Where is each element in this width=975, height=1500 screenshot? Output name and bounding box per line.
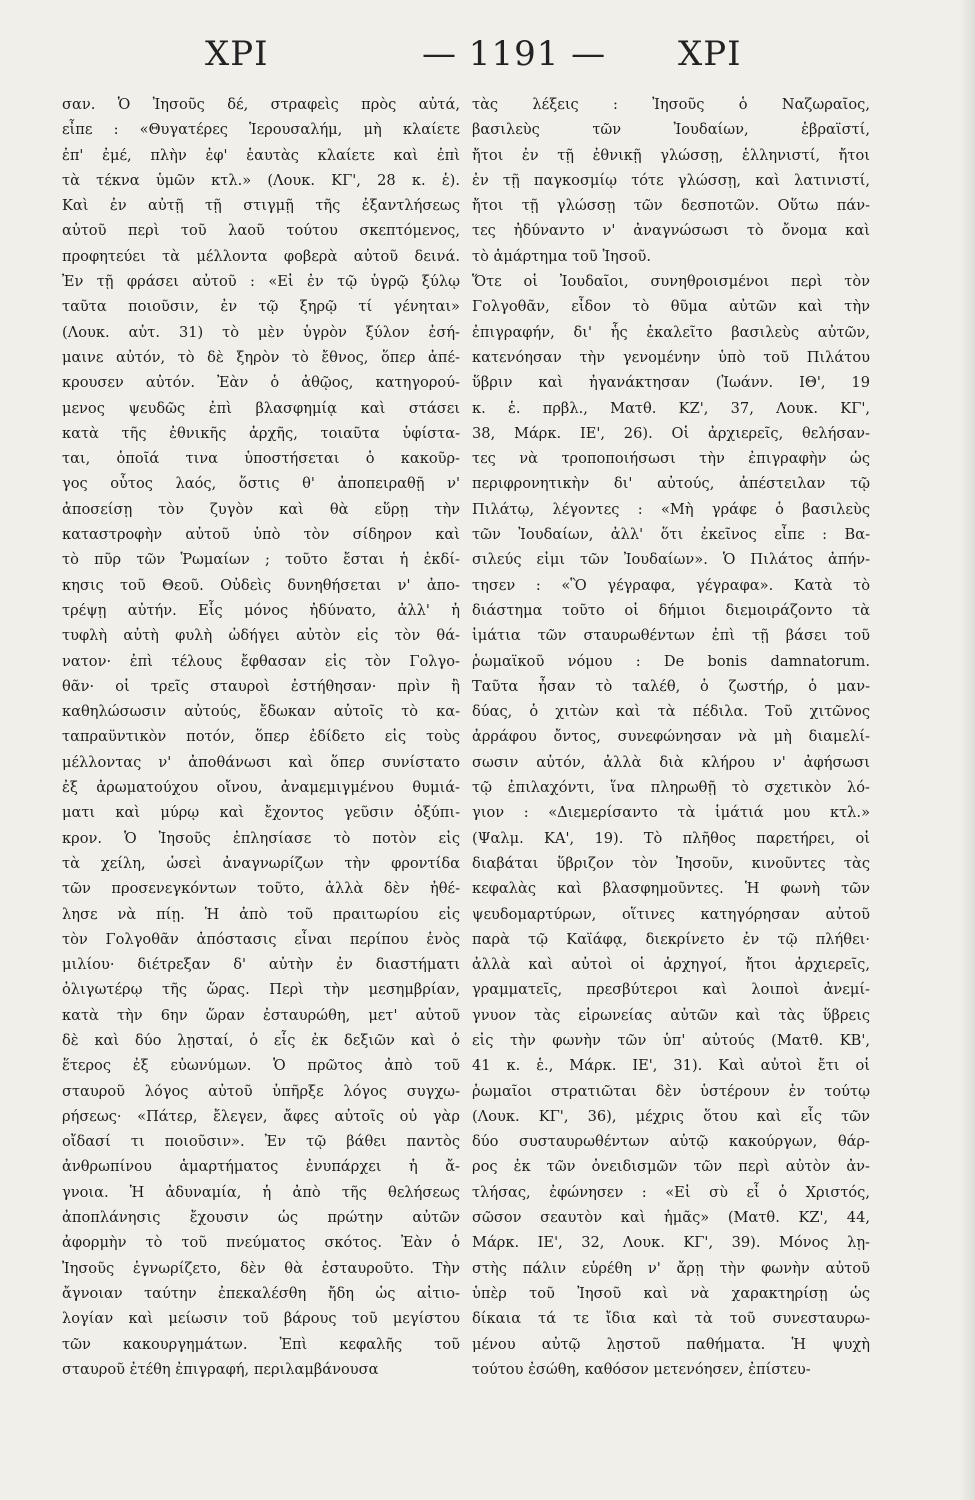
text-line: τῶν προσενεγκόντων τοῦτο, ἀλλὰ δὲν ἠθέ- xyxy=(62,880,460,898)
text-line: ὀλιγωτέρῳ τῆς ὥρας. Περὶ τὴν μεσημβρίαν, xyxy=(62,981,460,999)
text-line: ἀρράφου ὄντος, συνεφώνησαν νὰ μὴ διαμελί- xyxy=(472,728,870,746)
text-line: γνοια. Ἡ ἀδυναμία, ἡ ἀπὸ τῆς θελήσεως xyxy=(62,1183,460,1201)
text-line: κατενόησαν τὴν γενομένην ὑπὸ τοῦ Πιλάτου xyxy=(472,348,870,366)
text-line: τρέψῃ αὐτήν. Εἷς μόνος ἠδύνατο, ἀλλ' ἡ xyxy=(62,601,460,619)
text-line: μενος ψευδῶς ἐπὶ βλασφημίᾳ καὶ στάσει xyxy=(62,399,460,417)
text-line: τὰ χείλη, ὡσεὶ ἀναγνωρίζων τὴν φροντίδα xyxy=(62,854,460,872)
text-line: τες ἠδύναντο ν' ἀναγνώσωσι τὸ ὄνομα καὶ xyxy=(472,222,870,240)
text-line: αὐτοῦ περὶ τοῦ λαοῦ τούτου σκεπτόμενος, xyxy=(62,222,460,240)
text-line: κρουσεν αὐτόν. Ἐὰν ὁ ἀθῷος, κατηγορού- xyxy=(62,374,460,392)
text-line: δύο συσταυρωθέντων αὐτῷ κακούργων, θάρ- xyxy=(472,1133,870,1151)
text-line: 38, Μάρκ. ΙΕ', 26). Οἱ ἀρχιερεῖς, θελήσαν- xyxy=(472,424,870,442)
text-line: ἐπιγραφήν, δι' ἧς ἐκαλεῖτο βασιλεὺς αὐτῶν, xyxy=(472,323,870,341)
text-line: ἐν τῇ παγκοσμίῳ τότε γλώσσῃ, καὶ λατινιστί, xyxy=(472,171,870,189)
text-line: θᾶν· οἱ τρεῖς σταυροὶ ἐστήθησαν· πρὶν ἢ xyxy=(62,677,460,695)
text-line: καθηλώσωσιν αὐτούς, ἔδωκαν αὐτοῖς τὸ κα- xyxy=(62,703,460,721)
header-left-keyword: ΧΡΙ xyxy=(205,34,269,74)
text-line: μαινε αὐτόν, τὸ δὲ ξηρὸν τὸ ἔθνος, ὅπερ ἀπέ- xyxy=(62,348,460,366)
text-line: τησεν : «Ὃ γέγραφα, γέγραφα». Κατὰ τὸ xyxy=(472,576,870,594)
text-line: τούτου ἐσώθη, καθόσον μετενόησεν, ἐπίστευ- xyxy=(472,1360,811,1378)
text-line: καταστροφὴν αὐτοῦ ὑπὸ τὸν σίδηρον καὶ xyxy=(62,526,460,544)
text-line: παρὰ τῷ Καϊάφᾳ, διεκρίνετο ἐν τῷ πλήθει· xyxy=(472,930,870,948)
text-line: τῷ ἐπιλαχόντι, ἵνα πληρωθῇ τὸ σχετικὸν λό- xyxy=(472,779,870,797)
text-line: τες νὰ τροποποιήσωσι τὴν ἐπιγραφὴν ὡς xyxy=(472,450,870,468)
text-line: Γολγοθᾶν, εἶδον τὸ θῦμα αὐτῶν καὶ τὴν xyxy=(472,298,870,316)
text-line: δίκαια τά τε ἴδια καὶ τὰ τοῦ συνεσταυρω- xyxy=(472,1310,870,1328)
text-line: ἀποσείσῃ τὸν ζυγὸν καὶ θὰ εὕρῃ τὴν xyxy=(62,500,460,518)
header-right-keyword: ΧΡΙ xyxy=(678,34,742,74)
text-line: ῥωμαϊκοῦ νόμου : De bonis damnatorum. xyxy=(472,652,870,670)
text-line: γνυον τὰς εἰρωνείας αὐτῶν καὶ τὰς ὕβρεις xyxy=(472,1006,870,1024)
text-line: ματι καὶ μύρῳ καὶ ἔχοντος γεῦσιν ὀξύπι- xyxy=(62,804,460,822)
text-line: Ταῦτα ἦσαν τὸ ταλέθ, ὁ ζωστήρ, ὁ μαν- xyxy=(472,677,870,695)
page-header xyxy=(0,28,975,88)
text-line: (Λουκ. αὐτ. 31) τὸ μὲν ὑγρὸν ξύλον ἐσή- xyxy=(62,323,460,341)
text-line: γος οὗτος λαός, ὅστις θ' ἀποπειραθῇ ν' xyxy=(62,475,460,493)
text-line: περιφρονητικὴν δι' αὐτούς, ἀπέστειλαν τῷ xyxy=(472,475,870,493)
text-line: ταπραϋντικὸν ποτόν, ὅπερ ἐδίδετο εἰς τοὺς xyxy=(62,728,460,746)
text-line: (Ψαλμ. ΚΑ', 19). Τὸ πλῆθος παρετήρει, οἱ xyxy=(472,829,870,847)
text-line: ἀνθρωπίνου ἁμαρτήματος ἐνυπάρχει ἡ ἄ- xyxy=(62,1158,460,1176)
text-line: ταῦτα ποιοῦσιν, ἐν τῷ ξηρῷ τί γένηται» xyxy=(62,298,460,316)
text-line: τὸ πῦρ τῶν Ῥωμαίων ; τοῦτο ἔσται ἡ ἐκδί- xyxy=(62,551,460,569)
text-line: εἰς τὴν φωνὴν τῶν ὑπ' αὐτούς (Ματθ. ΚΒ', xyxy=(472,1031,870,1049)
right-text-column xyxy=(472,92,870,1382)
text-line: κρον. Ὁ Ἰησοῦς ἐπλησίασε τὸ ποτὸν εἰς xyxy=(62,829,460,847)
text-line: τῶν κακουργημάτων. Ἐπὶ κεφαλῆς τοῦ xyxy=(62,1335,460,1353)
text-line: ἱμάτια τῶν σταυρωθέντων ἐπὶ τῇ βάσει τοῦ xyxy=(472,627,870,645)
text-line: Ἐν τῇ φράσει αὐτοῦ : «Εἰ ἐν τῷ ὑγρῷ ξύλῳ xyxy=(62,273,460,291)
text-line: ἄγνοιαν ταύτην ἐπεκαλέσθη ἤδη ὡς αἰτιο- xyxy=(62,1284,460,1302)
text-line: σαν. Ὁ Ἰησοῦς δέ, στραφεὶς πρὸς αὐτά, xyxy=(62,96,460,113)
text-line: ρος ἐκ τῶν ὀνειδισμῶν τῶν περὶ αὐτὸν ἀν- xyxy=(472,1158,870,1176)
text-line: τυφλὴ αὐτὴ φυλὴ ὡδήγει αὐτὸν εἰς τὸν θά- xyxy=(62,627,460,645)
text-line: (Λουκ. ΚΓ', 36), μέχρις ὅτου καὶ εἷς τῶν xyxy=(472,1107,870,1125)
text-line: κ. ἑ. πρβλ., Ματθ. ΚΖ', 37, Λουκ. ΚΓ', xyxy=(472,399,870,417)
text-line: Πιλάτῳ, λέγοντες : «Μὴ γράφε ὁ βασιλεὺς xyxy=(472,500,870,518)
text-line: κατὰ τὴν 6ην ὥραν ἐσταυρώθη, μετ' αὐτοῦ xyxy=(62,1006,460,1024)
text-line: ἀφορμὴν τὸ τοῦ πνεύματος σκότος. Ἐὰν ὁ xyxy=(62,1234,460,1252)
text-line: δύας, ὁ χιτὼν καὶ τὰ πέδιλα. Τοῦ χιτῶνος xyxy=(472,703,870,721)
text-line: λογίαν καὶ μείωσιν τοῦ βάρους τοῦ μεγίστου xyxy=(62,1310,460,1328)
text-line: κησις τοῦ Θεοῦ. Οὐδεὶς δυνηθήσεται ν' ἀπο- xyxy=(62,576,460,594)
text-line: τὰς λέξεις : Ἰησοῦς ὁ Ναζωραῖος, xyxy=(472,96,870,113)
text-line: τλήσας, ἐφώνησεν : «Εἰ σὺ εἶ ὁ Χριστός, xyxy=(472,1183,870,1201)
text-line: ρήσεως· «Πάτερ, ἔλεγεν, ἄφες αὐτοῖς οὐ γὰρ xyxy=(62,1107,460,1125)
left-text-column xyxy=(62,92,460,1382)
text-line: Ὅτε οἱ Ἰουδαῖοι, συνηθροισμένοι περὶ τὸν xyxy=(472,273,870,291)
text-line: δὲ καὶ δύο λῃσταί, ὁ εἷς ἐκ δεξιῶν καὶ ὁ xyxy=(62,1031,460,1049)
text-line: ἤτοι ἐν τῇ ἐθνικῇ γλώσσῃ, ἑλληνιστί, ἤτοι xyxy=(472,146,870,164)
text-line: ται, ὁποῖά τινα ὑποστήσεται ὁ κακοῦρ- xyxy=(62,450,460,468)
page-number: — 1191 — xyxy=(422,34,607,74)
text-line: σῶσον σεαυτὸν καὶ ἡμᾶς» (Ματθ. ΚΖ', 44, xyxy=(472,1209,870,1227)
text-line: κατὰ τῆς ἐθνικῆς ἀρχῆς, τοιαῦτα ὑφίστα- xyxy=(62,424,460,442)
text-line: ὑπὲρ τοῦ Ἰησοῦ καὶ νὰ χαρακτηρίσῃ ὡς xyxy=(472,1284,870,1302)
text-line: οἴδασί τι ποιοῦσιν». Ἐν τῷ βάθει παντὸς xyxy=(62,1133,460,1151)
text-line: γραμματεῖς, πρεσβύτεροι καὶ λοιποὶ ἀνεμί- xyxy=(472,981,870,999)
text-line: τὰ τέκνα ὑμῶν κτλ.» (Λουκ. ΚΓ', 28 κ. ἑ). xyxy=(62,171,460,189)
text-line: διαβάται ὕβριζον τὸν Ἰησοῦν, κινοῦντες τὰς xyxy=(472,854,870,872)
text-line: ἐξ ἀρωματούχου οἴνου, ἀναμεμιγμένου θυμιά- xyxy=(62,779,460,797)
text-line: ἐπ' ἐμέ, πλὴν ἐφ' ἑαυτὰς κλαίετε καὶ ἐπὶ xyxy=(62,146,460,164)
text-line: μένου αὐτῷ λῃστοῦ παθήματα. Ἡ ψυχὴ xyxy=(472,1335,870,1353)
page-edge-shadow xyxy=(960,0,975,1500)
text-line: προφητεύει τὰ μέλλοντα φοβερὰ αὐτοῦ δεινά. xyxy=(62,247,460,265)
text-line: ἤτοι τῇ γλώσσῃ τῶν δεσποτῶν. Οὕτω πάν- xyxy=(472,197,870,215)
text-line: γιον : «Διεμερίσαντο τὰ ἱμάτιά μου κτλ.» xyxy=(472,804,870,822)
text-line: σταυροῦ ἐτέθη ἐπιγραφή, περιλαμβάνουσα xyxy=(62,1360,379,1378)
text-line: εἶπε : «Θυγατέρες Ἱερουσαλήμ, μὴ κλαίετε xyxy=(62,121,460,139)
text-line: Καὶ ἐν αὐτῇ τῇ στιγμῇ τῆς ἐξαντλήσεως xyxy=(62,197,460,215)
text-line: βασιλεὺς τῶν Ἰουδαίων, ἑβραϊστί, xyxy=(472,121,870,139)
text-line: κεφαλὰς καὶ βλασφημοῦντες. Ἡ φωνὴ τῶν xyxy=(472,880,870,898)
text-line: ψευδομαρτύρων, οἵτινες κατηγόρησαν αὐτοῦ xyxy=(472,905,870,923)
text-line: στὴς πάλιν εὑρέθη ν' ἄρῃ τὴν φωνὴν αὐτοῦ xyxy=(472,1259,870,1277)
text-line: λησε νὰ πίῃ. Ἡ ἀπὸ τοῦ πραιτωρίου εἰς xyxy=(62,905,460,923)
text-line: ὕβριν καὶ ἠγανάκτησαν (Ἰωάνν. ΙΘ', 19 xyxy=(472,374,870,392)
text-line: Μάρκ. ΙΕ', 32, Λουκ. ΚΓ', 39). Μόνος λῃ- xyxy=(472,1234,870,1252)
text-line: τῶν Ἰουδαίων, ἀλλ' ὅτι ἐκεῖνος εἶπε : Βα- xyxy=(472,526,870,544)
text-line: ῥωμαῖοι στρατιῶται δὲν ὑστέρουν ἐν τούτῳ xyxy=(472,1082,870,1100)
text-line: νατον· ἐπὶ τέλους ἔφθασαν εἰς τὸν Γολγο- xyxy=(62,652,460,670)
text-line: ἀποπλάνησις ἔχουσιν ὡς πρώτην αὐτῶν xyxy=(62,1209,460,1227)
text-line: Ἰησοῦς ἐγνωρίζετο, δὲν θὰ ἐσταυροῦτο. Τὴν xyxy=(62,1259,460,1277)
text-line: τὸν Γολγοθᾶν ἀπόστασις εἶναι περίπου ἑνὸς xyxy=(62,930,460,948)
text-line: ἕτερος ἐξ εὐωνύμων. Ὁ πρῶτος ἀπὸ τοῦ xyxy=(62,1057,460,1075)
text-line: σωσιν αὐτόν, ἀλλὰ διὰ κλήρου ν' ἀφήσωσι xyxy=(472,753,870,771)
text-line: μέλλοντας ν' ἀποθάνωσι καὶ ὅπερ συνίστατο xyxy=(62,753,460,771)
text-line: σταυροῦ λόγος αὐτοῦ ὑπῆρξε λόγος συγχω- xyxy=(62,1082,460,1100)
text-line: σιλεύς εἰμι τῶν Ἰουδαίων». Ὁ Πιλάτος ἀπήν- xyxy=(472,551,870,569)
text-line: μιλίου· διέτρεξαν δ' αὐτὴν ἐν διαστήματι xyxy=(62,956,460,974)
text-line: 41 κ. ἑ., Μάρκ. ΙΕ', 31). Καὶ αὐτοὶ ἔτι οἱ xyxy=(472,1057,870,1075)
text-line: τὸ ἁμάρτημα τοῦ Ἰησοῦ. xyxy=(472,247,652,265)
text-line: διάστημα τοῦτο οἱ δήμιοι διεμοιράζοντο τὰ xyxy=(472,601,870,619)
text-line: ἀλλὰ καὶ αὐτοὶ οἱ ἀρχηγοί, ἤτοι ἀρχιερεῖς, xyxy=(472,956,870,974)
